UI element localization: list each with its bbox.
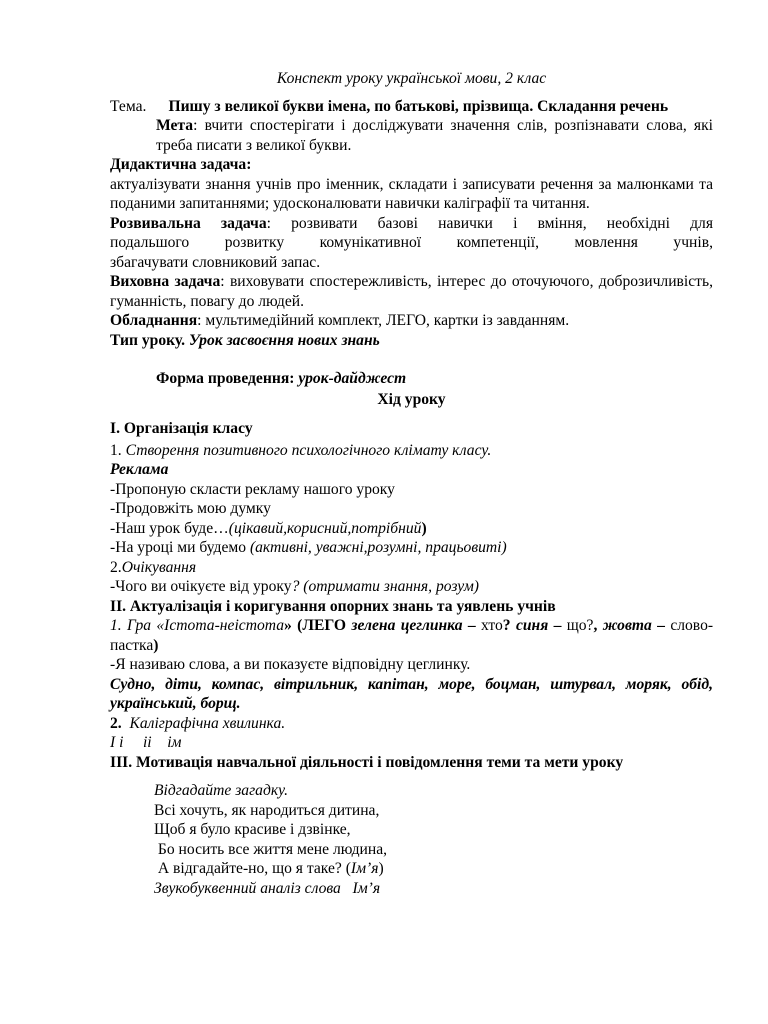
riddle-line4 [110, 859, 713, 879]
section1-item1-num: 1. [110, 441, 122, 459]
game-green: зелена цеглинка [351, 617, 463, 634]
game-words: Судно, діти, компас, вітрильник, капітан, море, боцман, штурвал, моряк, обід, український, борщ. [110, 675, 713, 712]
analysis-word: Ім’я [352, 879, 381, 897]
riddle-intro: Відгадайте загадку. [154, 782, 288, 799]
game-close: ) [153, 636, 159, 654]
riddle-line4-close: ) [378, 860, 384, 877]
section1-item1-text: Створення позитивного психологічного клімату класу. [125, 441, 492, 459]
riddle-line4-prefix: А відгадайте-но, що я таке? ( [154, 860, 351, 877]
spacer [110, 350, 713, 369]
ad-line-a: -Пропоную скласти рекламу нашого уроку [110, 480, 395, 498]
topic-paragraph [110, 97, 713, 117]
educational-paragraph [110, 272, 713, 311]
game-instruction: -Я називаю слова, а ви показуєте відповідну цеглинку. [110, 656, 471, 673]
expectation-line [110, 577, 713, 597]
game-title: 1. Гра «Істота-неістота [110, 617, 285, 634]
section2-item2 [110, 714, 713, 734]
expectation-prefix: -Чого ви очікуєте від уроку [110, 578, 292, 595]
developmental-line1 [110, 214, 713, 234]
section3-heading-num: ІІІ [110, 753, 129, 771]
calligraphy-2: іі [142, 734, 152, 751]
riddle-line3: Бо носить все життя мене людина, [154, 840, 388, 858]
goal-paragraph [110, 116, 713, 155]
topic-text: Пишу з великої букви імена, по батькові, прізвища. Складання речень [168, 97, 669, 115]
developmental-line2: подальшого розвитку комунікативної компетенції, мовлення учнів, [110, 234, 713, 251]
equipment-text: : мультимедійний комплект, ЛЕГО, картки із завданням. [197, 312, 570, 329]
document-content [110, 69, 713, 898]
spacer [110, 772, 713, 781]
game-paragraph [110, 616, 713, 655]
section2-item2-text: Каліграфічна хвилинка. [129, 714, 286, 732]
section1-item1 [110, 441, 713, 461]
game-what: що? [566, 617, 594, 634]
goal-label: Мета [156, 117, 194, 134]
game-who: хто [480, 617, 503, 634]
ad-line-c [110, 519, 713, 539]
educational-label: Виховна задача [110, 273, 221, 290]
section3-heading-text: . Мотивація навчальної діяльності і повідомлення теми та мети уроку [128, 753, 624, 771]
developmental-text-1: : розвивати базові навички і вміння, необхідні для [266, 214, 713, 232]
game-blue: синя [515, 617, 549, 634]
section2-heading: ІІ. Актуалізація і коригування опорних знань та уявлень учнів [110, 597, 556, 615]
riddle-line2: Щоб я було красиве і дзвінке, [154, 821, 351, 838]
ad-line-c-close: ) [421, 519, 427, 537]
analysis-label: Звукобуквенний аналіз слова [154, 879, 341, 897]
equipment-paragraph [110, 311, 713, 331]
calligraphy-3: ім [167, 734, 182, 751]
didactic-text: актуалізувати знання учнів про іменник, складати і записувати речення за малюнками та поданими запитаннями; удосконалювати навички каліграфії та читання. [110, 175, 713, 212]
ad-line-d [110, 538, 713, 558]
game-yellow: жовта [602, 617, 652, 634]
lesson-type-label: Тип уроку. [110, 331, 186, 349]
lesson-type-paragraph [110, 331, 713, 351]
section1-item2-num: 2. [110, 558, 122, 576]
form-label: Форма проведення: [156, 370, 295, 387]
equipment-label: Обладнання [110, 312, 198, 329]
game-trap: слово-пастка [110, 617, 714, 654]
educational-text: : виховувати спостережливість, інтерес до оточуючого, доброзичливість, гуманність, повагу до людей. [110, 273, 713, 310]
calligraphy-1: І і [110, 734, 124, 751]
section2-item2-num: 2. [110, 714, 122, 732]
ad-line-c-prefix: -Наш урок буде… [110, 519, 229, 537]
riddle-line1: Всі хочуть, як народиться дитина, [154, 801, 380, 819]
ad-line-d-italic: (активні, уважні,розумні, працьовиті) [249, 539, 507, 556]
spacer [110, 89, 713, 97]
ad-line-c-italic: (цікавий,корисний,потрібний [228, 519, 422, 537]
game-dash3: – [651, 617, 671, 634]
section1-item2 [110, 558, 713, 578]
goal-text: : вчити спостерігати і досліджувати значення слів, розпізнавати слова, які треба писати з великої букви. [156, 117, 713, 154]
game-dash2: – [548, 617, 567, 634]
form-value: урок-дайджест [298, 370, 407, 387]
lesson-type-value: Урок засвоєння нових знань [188, 331, 380, 349]
game-dash1: – [462, 617, 481, 634]
ad-label: Реклама [110, 461, 169, 478]
topic-label: Тема. [110, 97, 147, 115]
section3-heading [110, 753, 713, 773]
riddle-answer: Ім’я [350, 860, 379, 877]
game-comma: , [593, 617, 598, 634]
ad-line-b: -Продовжіть мою думку [110, 500, 271, 517]
game-q1: ? [502, 617, 516, 634]
form-paragraph [110, 369, 713, 389]
document-title: Конспект уроку української мови, 2 клас [276, 70, 547, 87]
section1-item2-label: Очікування [121, 558, 197, 576]
developmental-label: Розвивальна задача [110, 214, 267, 232]
section1-heading: І. Організація класу [110, 420, 253, 437]
calligraphy-line [110, 733, 713, 753]
analysis-line [110, 879, 713, 899]
game-quote: » (ЛЕГО [284, 617, 352, 634]
expectation-italic: ? (отримати знання, розум) [291, 578, 479, 595]
spacer [110, 409, 713, 419]
didactic-label: Дидактична задача: [110, 156, 252, 173]
course-heading: Хід уроку [377, 390, 446, 408]
ad-line-d-prefix: -На уроці ми будемо [110, 539, 250, 556]
developmental-line3: збагачувати словниковий запас. [110, 253, 321, 271]
